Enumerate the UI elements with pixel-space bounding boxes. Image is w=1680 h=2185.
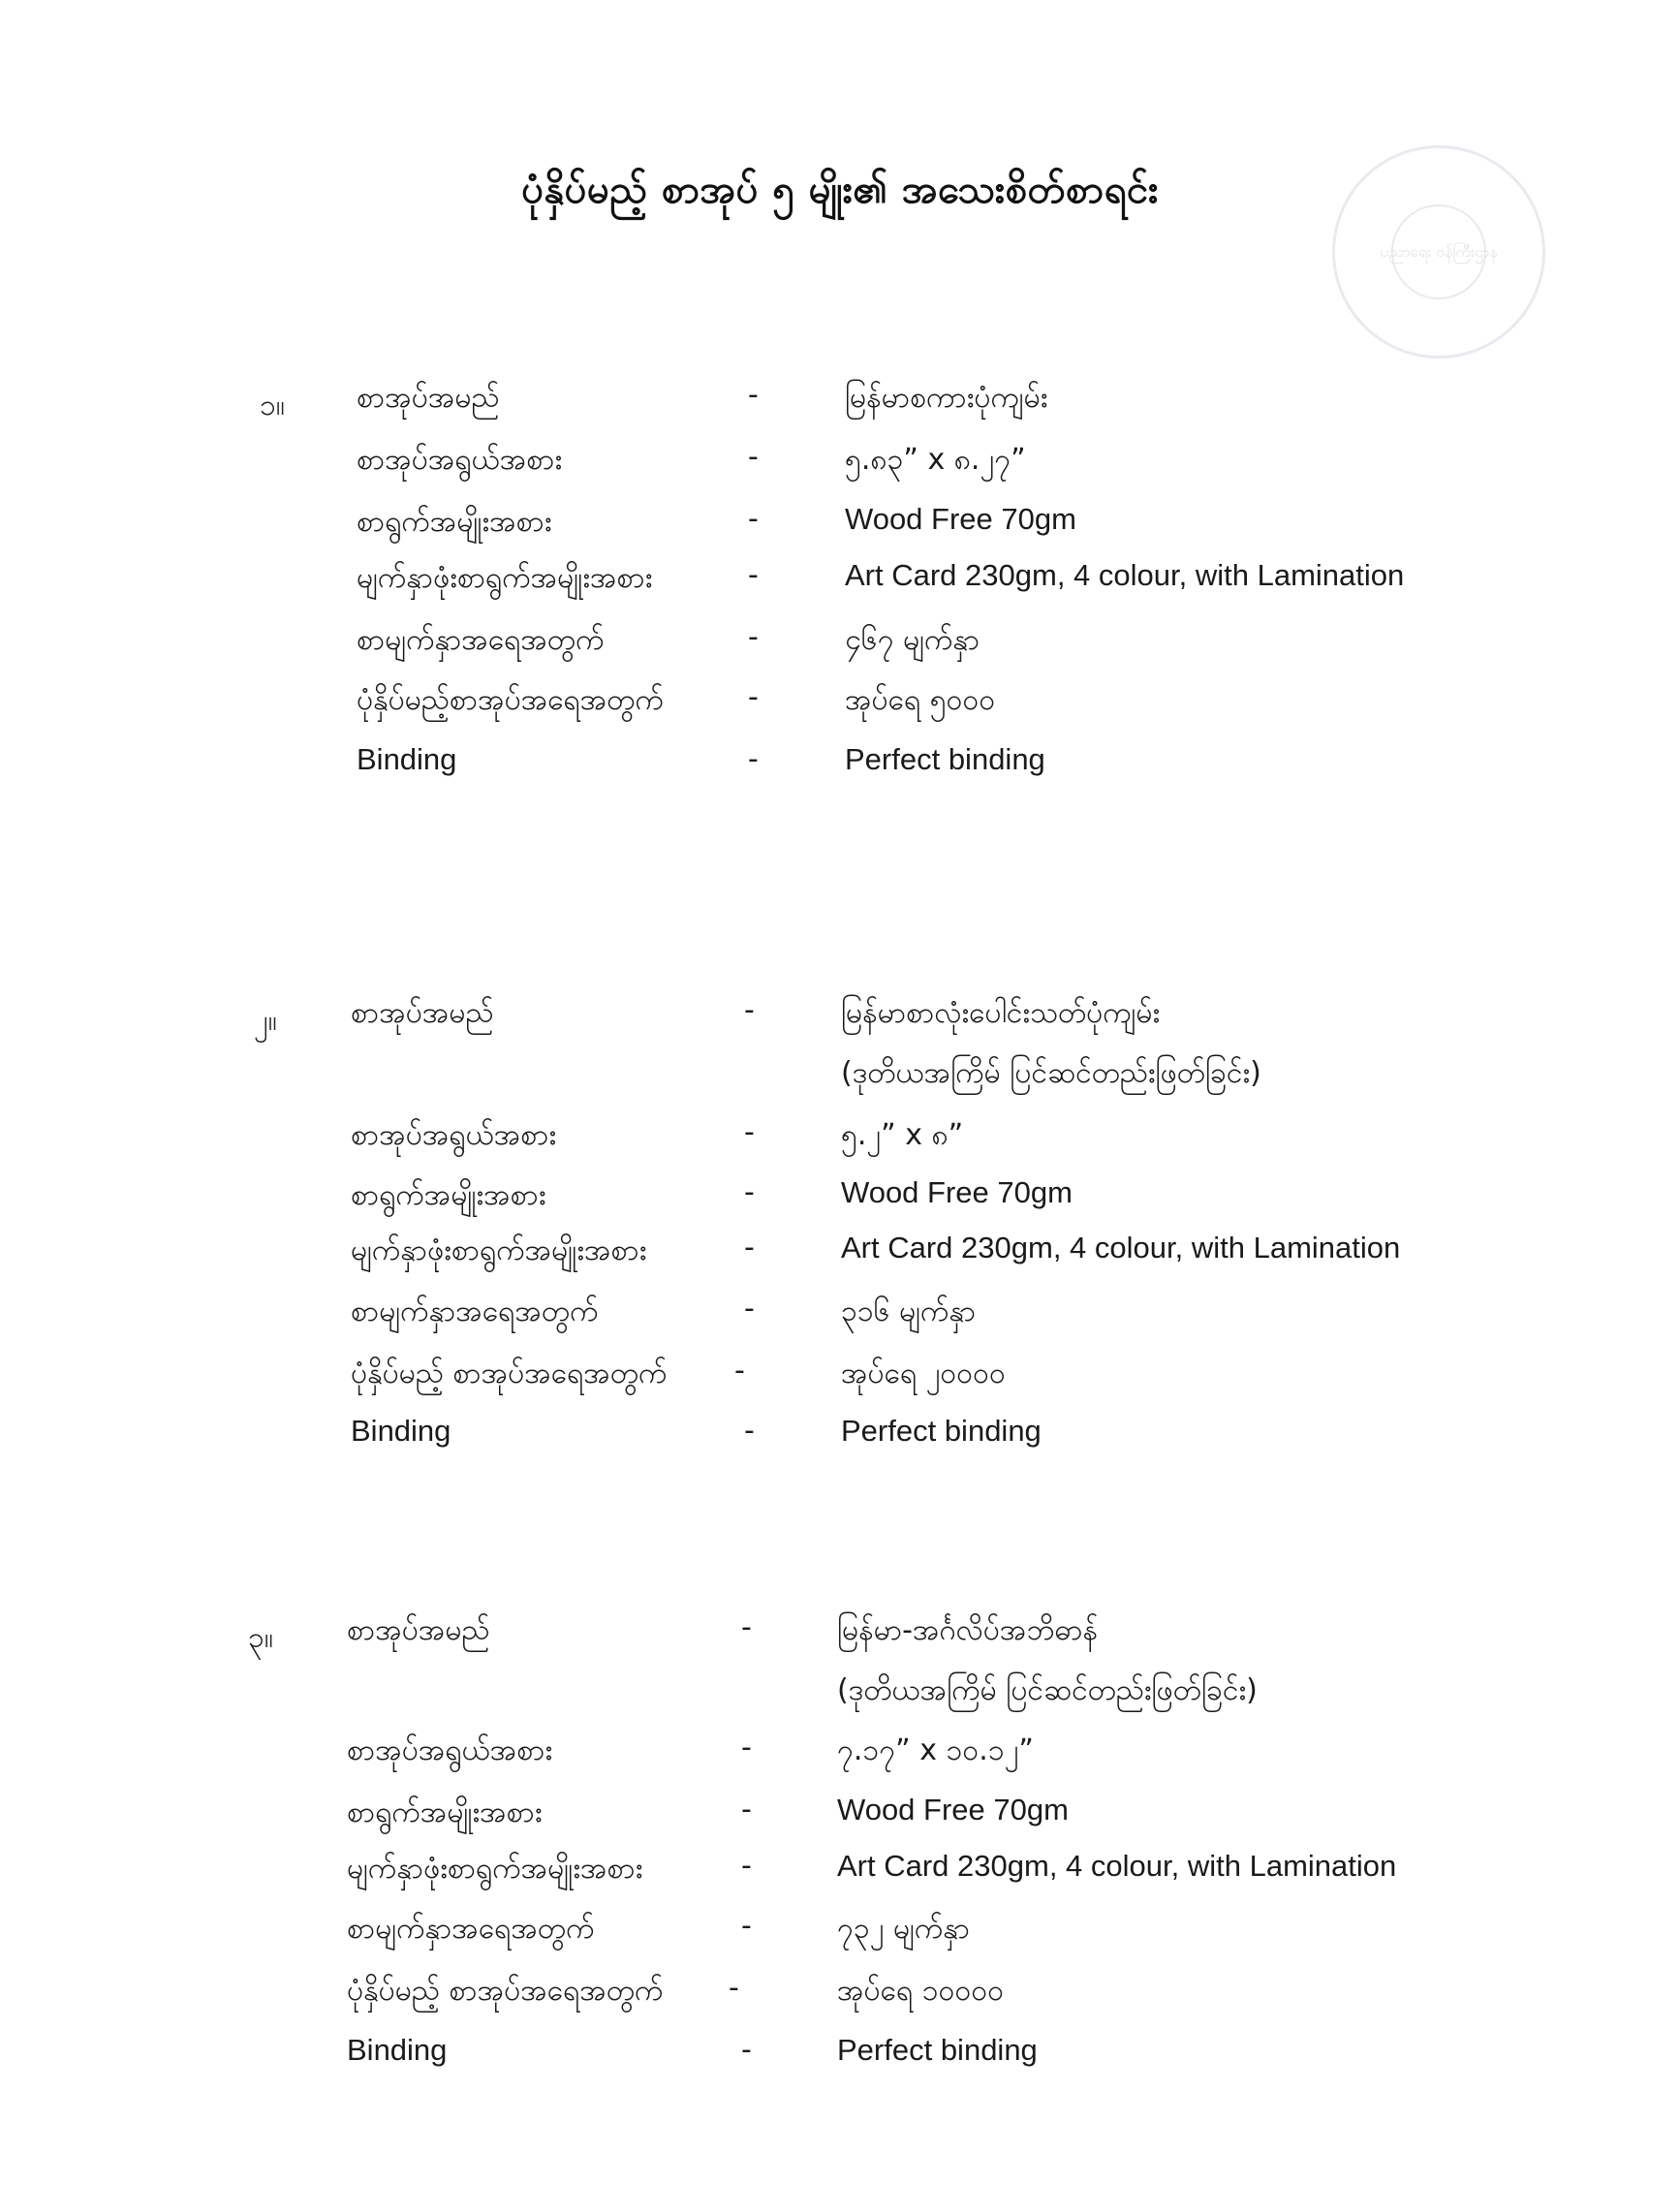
row-dash: - <box>729 1971 739 2005</box>
section-number: ၃။ <box>248 1621 273 1655</box>
row-label: ပုံနှိပ်မည့် စာအုပ်အရေအတွက် <box>347 1974 664 2008</box>
row-dash: - <box>741 2033 752 2067</box>
row-dash: - <box>748 620 759 654</box>
row-value: Perfect binding <box>841 1414 1042 1448</box>
row-dash: - <box>744 1414 755 1448</box>
detail-row <box>0 1731 1680 1785</box>
row-dash: - <box>741 1731 752 1764</box>
detail-row <box>0 1115 1680 1170</box>
detail-row <box>0 620 1680 674</box>
row-dash: - <box>748 558 759 592</box>
row-label: စာမျက်နှာအရေအတွက် <box>357 623 605 657</box>
row-value: မြန်မာ-အင်္ဂလိပ်အဘိဓာန် <box>837 1613 1099 1647</box>
row-dash: - <box>744 1292 755 1326</box>
row-label: စာရွက်အမျိုးအစား <box>351 1178 546 1212</box>
row-label: စာရွက်အမျိုးအစား <box>347 1795 543 1829</box>
row-dash: - <box>744 993 755 1027</box>
detail-row <box>0 1231 1680 1285</box>
row-label: စာအုပ်အမည် <box>351 996 494 1030</box>
row-value: ၅.၂” x ၈” <box>841 1118 964 1152</box>
row-dash: - <box>748 502 759 536</box>
row-label: ပုံနှိပ်မည့် စာအုပ်အရေအတွက် <box>351 1357 668 1390</box>
detail-row <box>0 1175 1680 1230</box>
row-dash: - <box>741 1793 752 1826</box>
row-label: Binding <box>347 2033 448 2067</box>
detail-row <box>0 742 1680 796</box>
page-title: ပုံနှိပ်မည့် စာအုပ် ၅ မျိုး၏ အသေးစိတ်စာရင်း <box>521 168 1159 212</box>
section-number: ၂။ <box>254 1004 277 1038</box>
row-dash: - <box>748 440 759 474</box>
detail-row <box>0 1053 1680 1108</box>
detail-row <box>0 1909 1680 1963</box>
row-label: မျက်နှာဖုံးစာရွက်အမျိုးအစား <box>357 561 653 595</box>
row-value: ၄၆၇ မျက်နှာ <box>845 623 980 657</box>
section-number: ၁။ <box>260 389 285 422</box>
row-dash: - <box>744 1115 755 1149</box>
row-value: Wood Free 70gm <box>837 1793 1069 1826</box>
row-value: ၃၁၆ မျက်နှာ <box>841 1295 977 1328</box>
row-value: Perfect binding <box>845 742 1045 776</box>
row-dash: - <box>748 680 759 714</box>
row-dash: - <box>748 742 759 776</box>
row-value: အုပ်ရေ ၁၀၀၀၀ <box>837 1974 1005 2008</box>
row-label: စာအုပ်အမည် <box>357 381 500 415</box>
row-value: မြန်မာစကားပုံကျမ်း <box>845 381 1048 415</box>
row-dash: - <box>744 1231 755 1264</box>
detail-row <box>0 680 1680 734</box>
detail-row <box>0 1793 1680 1847</box>
row-value: Art Card 230gm, 4 colour, with Lamination <box>837 1849 1397 1883</box>
detail-row <box>0 2033 1680 2087</box>
row-value: မြန်မာစာလုံးပေါင်းသတ်ပုံကျမ်း <box>841 996 1161 1030</box>
row-label: မျက်နှာဖုံးစာရွက်အမျိုးအစား <box>351 1233 647 1267</box>
row-dash: - <box>734 1354 745 1388</box>
row-label: စာရွက်အမျိုးအစား <box>357 505 552 539</box>
detail-row <box>0 558 1680 612</box>
row-label: စာမျက်နှာအရေအတွက် <box>351 1295 599 1328</box>
detail-row <box>0 1610 1680 1665</box>
row-value: ၅.၈၃” x ၈.၂၇” <box>845 443 1026 477</box>
detail-row <box>0 1971 1680 2025</box>
official-seal-stamp <box>1332 145 1545 359</box>
row-value: Art Card 230gm, 4 colour, with Lamination <box>841 1231 1401 1264</box>
detail-row <box>0 993 1680 1047</box>
row-label: Binding <box>351 1414 451 1448</box>
row-label: စာအုပ်အရွယ်အစား <box>357 443 563 477</box>
row-label: စာအုပ်အရွယ်အစား <box>351 1118 557 1152</box>
row-value: (ဒုတိယအကြိမ် ပြင်ဆင်တည်းဖြတ်ခြင်း) <box>841 1056 1261 1090</box>
detail-row <box>0 1414 1680 1468</box>
row-dash: - <box>741 1909 752 1943</box>
detail-row <box>0 1670 1680 1725</box>
row-value: အုပ်ရေ ၅၀၀၀ <box>845 683 996 717</box>
row-dash: - <box>741 1610 752 1644</box>
row-dash: - <box>748 378 759 412</box>
row-value: (ဒုတိယအကြိမ် ပြင်ဆင်တည်းဖြတ်ခြင်း) <box>837 1673 1258 1707</box>
detail-row <box>0 378 1680 432</box>
row-label: စာမျက်နှာအရေအတွက် <box>347 1912 595 1946</box>
row-value: အုပ်ရေ ၂၀၀၀၀ <box>841 1357 1006 1390</box>
row-label: Binding <box>357 742 457 776</box>
detail-row <box>0 1849 1680 1903</box>
row-dash: - <box>744 1175 755 1209</box>
row-value: Art Card 230gm, 4 colour, with Lamination <box>845 558 1405 592</box>
detail-row <box>0 1292 1680 1346</box>
row-label: စာအုပ်အမည် <box>347 1613 490 1647</box>
row-value: Wood Free 70gm <box>845 502 1076 536</box>
detail-row <box>0 1354 1680 1408</box>
row-dash: - <box>741 1849 752 1883</box>
detail-row <box>0 502 1680 556</box>
row-value: ၇၃၂ မျက်နှာ <box>837 1912 971 1946</box>
row-value: Perfect binding <box>837 2033 1038 2067</box>
row-label: မျက်နှာဖုံးစာရွက်အမျိုးအစား <box>347 1852 643 1886</box>
row-label: စာအုပ်အရွယ်အစား <box>347 1733 553 1767</box>
row-label: ပုံနှိပ်မည့်စာအုပ်အရေအတွက် <box>357 683 664 717</box>
seal-text: ပညာရေး ဝန်ကြီးဌာန <box>1380 242 1498 261</box>
row-value: ၇.၁၇” x ၁၀.၁၂” <box>837 1733 1034 1767</box>
row-value: Wood Free 70gm <box>841 1175 1073 1209</box>
detail-row <box>0 440 1680 494</box>
